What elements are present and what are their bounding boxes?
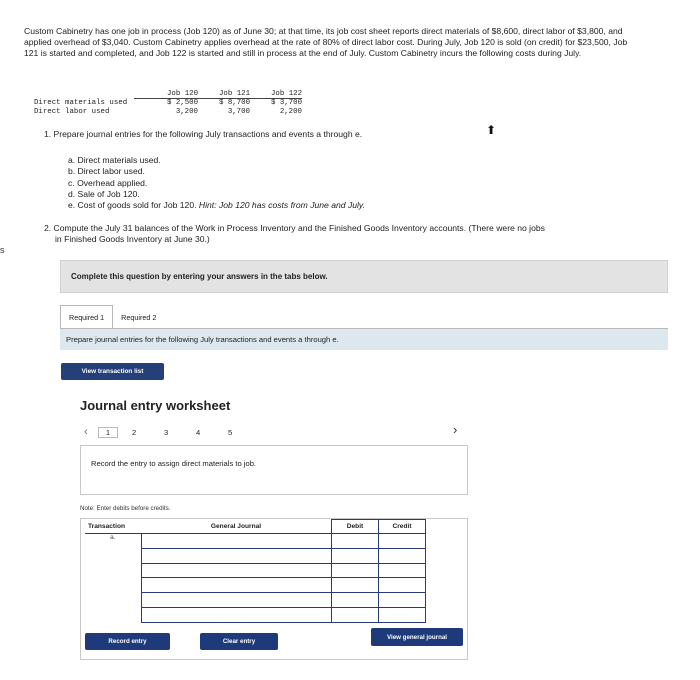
chevron-right-icon[interactable]: › <box>453 422 458 437</box>
header-general-journal: General Journal <box>141 520 332 534</box>
question-2-line-1: 2. Compute the July 31 balances of the Work in Process Inventory and the Finished Goods Inventory accounts. (There were no jobs <box>44 223 545 233</box>
header-job-121: Job 121 <box>198 90 250 99</box>
cost-table-corner <box>34 90 134 99</box>
credit-input[interactable] <box>379 548 426 563</box>
credit-input[interactable] <box>379 607 426 622</box>
view-transaction-list-button[interactable]: View transaction list <box>61 363 164 380</box>
debit-input[interactable] <box>332 548 379 563</box>
debit-input[interactable] <box>332 593 379 608</box>
required-tabs <box>60 305 164 329</box>
row-label: Direct materials used <box>34 99 128 108</box>
cell-value: 2,200 <box>279 107 302 116</box>
cell-value: 3,700 <box>227 107 250 116</box>
entry-pager <box>84 424 260 440</box>
entry-instruction: Record the entry to assign direct materials to job. <box>91 459 257 468</box>
debit-input[interactable] <box>332 563 379 578</box>
table-row <box>85 534 426 549</box>
account-input[interactable] <box>141 607 332 622</box>
credit-input[interactable] <box>379 563 426 578</box>
cell-value: $ 8,700 <box>218 99 250 108</box>
page-4[interactable]: 4 <box>196 427 201 437</box>
page-2[interactable]: 2 <box>132 427 137 437</box>
debit-input[interactable] <box>332 578 379 593</box>
row-label: Direct labor used <box>34 107 110 116</box>
side-margin-mark: s <box>0 245 5 255</box>
problem-description: Custom Cabinetry has one job in process (Job 120) as of June 30; at that time, its job cost sheet reports direct materials of $8,600, direct labor of $3,800, and applied overhead of $3,040. Custom Cabinetry applies overhead at the rate of 80% of direct labor cost. During July, Job 120 is sold (on credit) for $23,500, Job 121 is started and completed, and Job 122 is started and still in process at the end of July. Custom Cabinetry incurs the following costs during July. <box>24 26 628 59</box>
header-job-120: Job 120 <box>134 90 198 99</box>
question-2 <box>44 223 634 245</box>
page-1[interactable]: 1 <box>98 427 118 438</box>
account-input[interactable] <box>141 593 332 608</box>
question-1: 1. Prepare journal entries for the following July transactions and events a through e. <box>44 129 363 139</box>
credit-input[interactable] <box>379 593 426 608</box>
instruction-bar: Complete this question by entering your answers in the tabs below. <box>60 260 668 293</box>
worksheet-title: Journal entry worksheet <box>80 398 231 413</box>
list-item: a. Direct materials used. <box>68 155 161 165</box>
question-2-line-2: in Finished Goods Inventory at June 30.) <box>55 233 210 244</box>
record-entry-button[interactable]: Record entry <box>85 633 170 650</box>
tab-required-2[interactable]: Required 2 <box>121 312 157 322</box>
cursor-arrow-icon: ⬆ <box>486 123 497 137</box>
page-5[interactable]: 5 <box>228 427 233 437</box>
list-item: c. Overhead applied. <box>68 177 148 188</box>
clear-entry-button[interactable]: Clear entry <box>200 633 278 650</box>
debit-input[interactable] <box>332 534 379 549</box>
header-debit: Debit <box>332 520 379 534</box>
account-input[interactable] <box>141 578 332 593</box>
account-input[interactable] <box>141 563 332 578</box>
entry-instruction-box <box>80 445 468 495</box>
transaction-list <box>68 155 365 211</box>
header-job-122: Job 122 <box>250 90 302 99</box>
account-input[interactable] <box>141 548 332 563</box>
debit-input[interactable] <box>332 607 379 622</box>
table-row <box>34 99 302 108</box>
credit-input[interactable] <box>379 578 426 593</box>
view-general-journal-button[interactable]: View general journal <box>371 628 463 646</box>
table-row <box>34 108 302 116</box>
credit-input[interactable] <box>379 534 426 549</box>
cell-value: 3,200 <box>175 107 198 116</box>
journal-table <box>85 519 426 623</box>
cell-value: $ 2,500 <box>166 99 198 108</box>
header-credit: Credit <box>379 520 426 534</box>
list-item <box>68 200 365 211</box>
tab-required-1[interactable]: Required 1 <box>60 305 113 329</box>
cell-value: $ 3,700 <box>270 99 302 108</box>
cost-table <box>34 90 302 116</box>
list-item: b. Direct labor used. <box>68 166 145 177</box>
page-3[interactable]: 3 <box>164 427 169 437</box>
transaction-label: a. <box>85 534 141 623</box>
item-e-hint: Hint: Job 120 has costs from June and July. <box>198 200 365 211</box>
entry-note: Note: Enter debits before credits. <box>80 505 171 512</box>
item-e-text: e. Cost of goods sold for Job 120. <box>68 200 197 211</box>
account-input[interactable] <box>141 534 332 549</box>
list-item: d. Sale of Job 120. <box>68 188 140 199</box>
prepare-instruction: Prepare journal entries for the following July transactions and events a through e. <box>60 329 668 350</box>
chevron-left-icon[interactable]: ‹ <box>84 426 88 438</box>
header-transaction: Transaction <box>85 520 141 534</box>
